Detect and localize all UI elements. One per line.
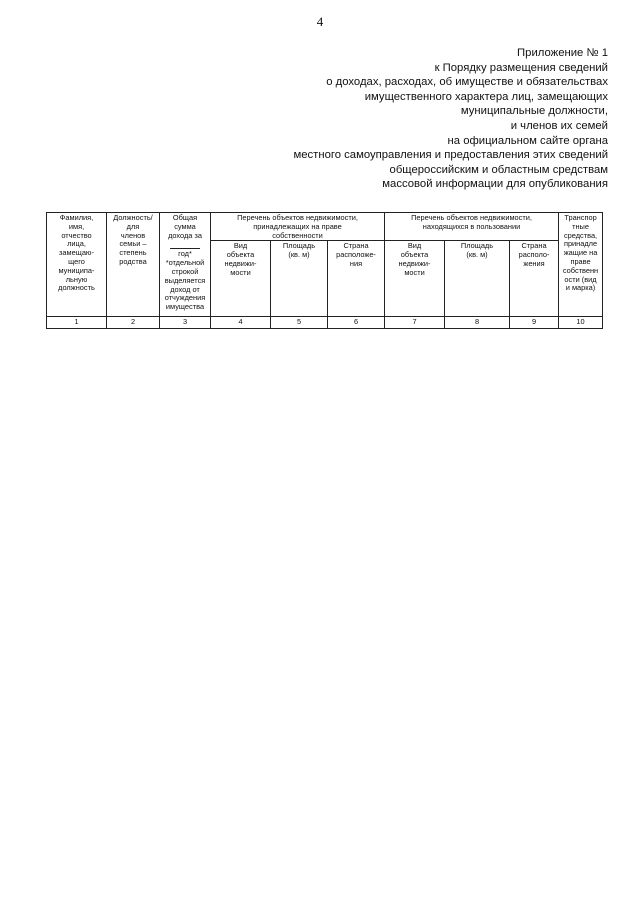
- header-group-owned: Перечень объектов недвижимости, принадлежащих на праве собственности: [211, 213, 385, 241]
- column-number: 2: [107, 317, 160, 329]
- appendix-line: о доходах, расходах, об имуществе и обязательствах: [326, 76, 608, 89]
- header-total-income: [160, 213, 211, 317]
- column-number: 1: [47, 317, 107, 329]
- disclosure-table: [46, 212, 603, 329]
- header-full-name: Фамилия, имя, отчество лица, замещаю- щего муниципа- льную должность: [47, 213, 107, 317]
- column-number: 8: [445, 317, 510, 329]
- column-number: 5: [271, 317, 328, 329]
- year-blank-line: [170, 240, 200, 249]
- header-owned-area: Площадь (кв. м): [271, 241, 328, 317]
- header-position: Должность/ для членов семьи – степень родства: [107, 213, 160, 317]
- header-owned-country: Страна расположе- ния: [328, 241, 385, 317]
- appendix-line: общероссийским и областным средствам: [389, 163, 608, 176]
- column-number: 7: [385, 317, 445, 329]
- header-total-income-top: Общая сумма дохода за: [168, 213, 202, 240]
- header-vehicles: Транспор тные средства, принадле жащие на праве собственн ости (вид и марка): [559, 213, 603, 317]
- header-used-type: Вид объекта недвижи- мости: [385, 241, 445, 317]
- appendix-line: и членов их семей: [510, 119, 608, 132]
- header-owned-type: Вид объекта недвижи- мости: [211, 241, 271, 317]
- appendix-line: массовой информации для опубликования: [382, 178, 608, 191]
- column-number: 6: [328, 317, 385, 329]
- appendix-line: на официальном сайте органа: [447, 134, 608, 147]
- page-number: 4: [316, 14, 324, 29]
- appendix-line: имущественного характера лиц, замещающих: [364, 90, 608, 103]
- appendix-line: муниципальные должности,: [460, 105, 608, 118]
- column-number: 9: [510, 317, 559, 329]
- column-number: 10: [559, 317, 603, 329]
- appendix-line: местного самоуправления и предоставления этих сведений: [293, 149, 608, 162]
- header-total-income-bottom: год* *отдельной строкой выделяется доход от отчуждения имущества: [164, 249, 206, 312]
- column-number: 4: [211, 317, 271, 329]
- appendix-line: к Порядку размещения сведений: [434, 61, 608, 74]
- header-used-area: Площадь (кв. м): [445, 241, 510, 317]
- header-used-country: Страна располо- жения: [510, 241, 559, 317]
- header-group-used: Перечень объектов недвижимости, находящихся в пользовании: [385, 213, 559, 241]
- appendix-line: Приложение № 1: [517, 47, 608, 59]
- appendix-header: [208, 46, 608, 192]
- column-number: 3: [160, 317, 211, 329]
